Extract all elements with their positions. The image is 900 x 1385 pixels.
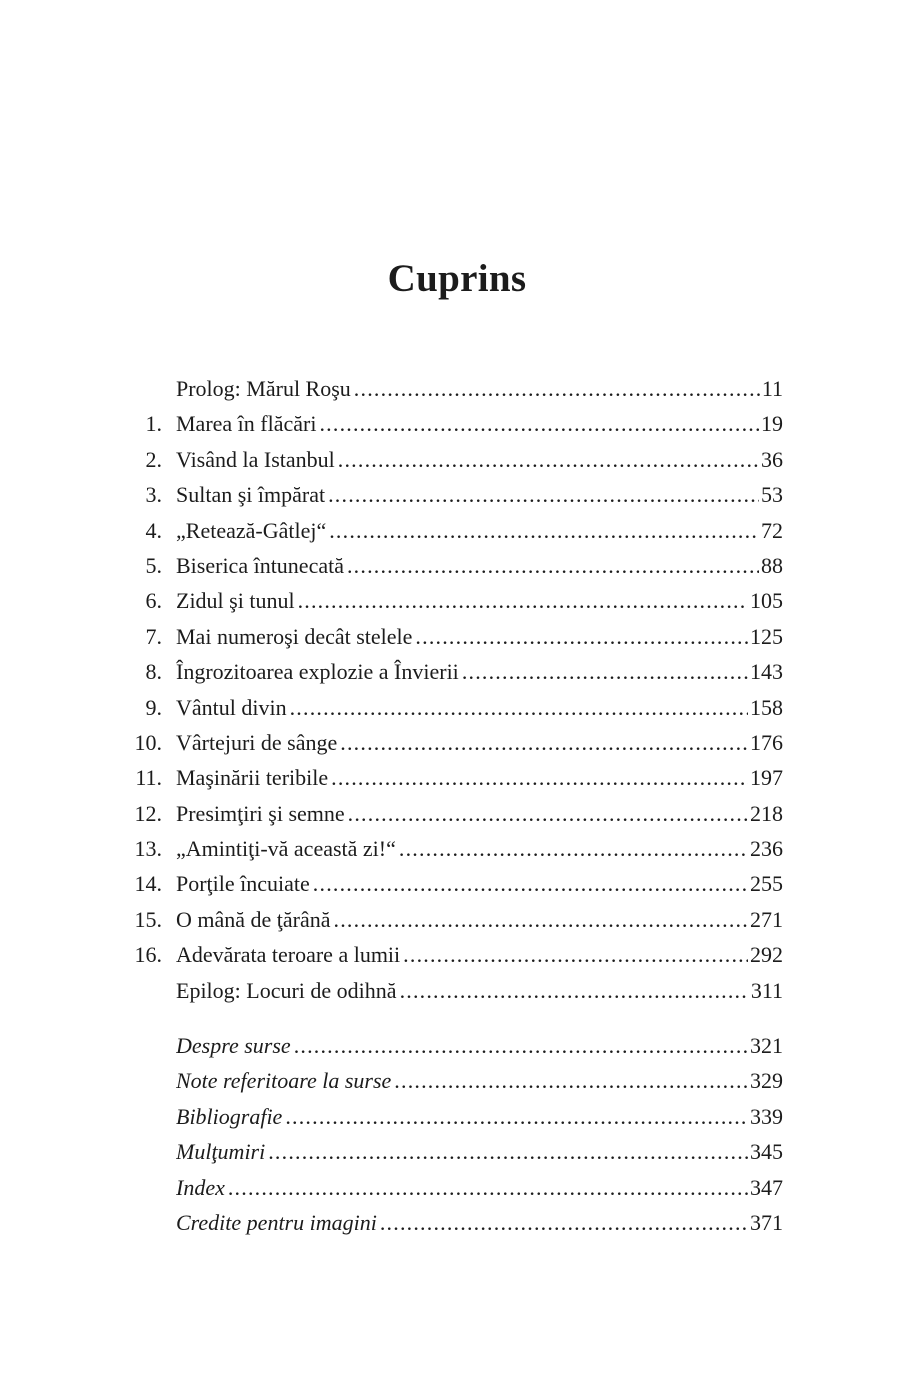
toc-entry [0,654,900,689]
chapter-number: 5. [145,552,162,578]
toc-entry [0,937,900,972]
dot-leader [313,866,748,901]
chapter-number: 8. [145,659,162,685]
page-number: 347 [750,1174,783,1200]
toc-back-entry [0,1028,900,1063]
toc-back-entry [0,1205,900,1240]
chapter-title: Adevărata teroare a lumii [176,942,401,968]
chapter-title: Presimţiri şi semne [176,800,345,826]
page-number: 158 [750,694,783,720]
dot-leader [334,902,748,937]
dot-leader [328,477,759,512]
page-number: 19 [761,411,783,437]
toc-entry [0,619,900,654]
page-number: 371 [750,1209,783,1235]
page-number: 36 [761,446,783,472]
dot-leader [354,371,760,406]
dot-leader [348,796,748,831]
toc-entry [0,513,900,548]
toc-entry [0,371,900,406]
dot-leader [340,725,748,760]
chapter-title: „Amintiţi-vă această zi!“ [176,836,396,862]
page-number: 105 [750,588,783,614]
chapter-title: Îngrozitoarea explozie a Învierii [176,659,459,685]
chapter-number: 2. [145,446,162,472]
toc-entry [0,866,900,901]
page-number: 53 [761,482,783,508]
toc-entry [0,583,900,618]
dot-leader [338,442,759,477]
table-of-contents [0,371,900,1240]
toc-entry [0,477,900,512]
page-number: 345 [750,1139,783,1165]
page-number: 311 [750,977,783,1003]
dot-leader [415,619,748,654]
chapter-number: 11. [135,765,162,791]
dot-leader [228,1170,748,1205]
back-matter-title: Index [176,1174,225,1200]
chapter-title: Porţile încuiate [176,871,310,897]
chapter-title: „Retează-Gâtlej“ [176,517,327,543]
dot-leader [294,1028,748,1063]
dot-leader [380,1205,748,1240]
chapter-title: Epilog: Locuri de odihnă [176,977,397,1003]
back-matter-title: Bibliografie [176,1103,283,1129]
chapter-title: Visând la Istanbul [176,446,335,472]
dot-leader [331,760,748,795]
page-number: 271 [750,906,783,932]
page-number: 339 [750,1103,783,1129]
toc-back-entry [0,1134,900,1169]
dot-leader [403,937,748,972]
dot-leader [347,548,759,583]
chapter-number: 4. [145,517,162,543]
toc-entry [0,831,900,866]
page-number: 176 [750,729,783,755]
toc-back-entry [0,1099,900,1134]
chapter-number: 13. [134,836,162,862]
dot-leader [268,1134,748,1169]
chapter-number: 1. [145,411,162,437]
chapter-title: Vântul divin [176,694,287,720]
chapter-number: 7. [145,623,162,649]
toc-entry [0,796,900,831]
dot-leader [394,1063,748,1098]
toc-entry [0,442,900,477]
chapter-title: O mână de ţărână [176,906,331,932]
dot-leader [285,1099,748,1134]
chapter-title: Mai numeroşi decât stelele [176,623,413,649]
dot-leader [290,690,748,725]
toc-entry [0,725,900,760]
back-matter-title: Credite pentru imagini [176,1209,377,1235]
page-number: 197 [750,765,783,791]
chapter-number: 10. [134,729,162,755]
back-matter-title: Mulţumiri [176,1139,266,1165]
chapter-number: 16. [134,942,162,968]
page-number: 125 [750,623,783,649]
dot-leader [399,831,748,866]
chapter-title: Prolog: Mărul Roşu [176,376,351,401]
dot-leader [319,406,759,441]
toc-back-entry [0,1170,900,1205]
chapter-title: Maşinării teribile [176,765,329,791]
dot-leader [329,513,759,548]
toc-entry [0,548,900,583]
section-spacer [0,1008,900,1028]
chapter-number: 14. [134,871,162,897]
chapter-number: 3. [145,482,162,508]
toc-entry [0,406,900,441]
toc-entry [0,902,900,937]
page-number: 329 [750,1068,783,1094]
page-number: 88 [761,552,783,578]
chapter-title: Zidul şi tunul [176,588,295,614]
chapter-title: Sultan şi împărat [176,482,326,508]
page-number: 11 [761,376,783,401]
page-number: 292 [750,942,783,968]
chapter-title: Biserica întunecată [176,552,344,578]
page-number: 143 [750,659,783,685]
chapter-title: Marea în flăcări [176,411,317,437]
dot-leader [298,583,748,618]
chapter-number: 12. [134,800,162,826]
chapter-number: 6. [145,588,162,614]
page-title: Cuprins [387,257,527,300]
toc-entry [0,760,900,795]
page-number: 72 [761,517,783,543]
toc-back-entry [0,1063,900,1098]
toc-entry [0,973,900,1008]
toc-entry [0,690,900,725]
chapter-title: Vârtejuri de sânge [176,729,338,755]
page-number: 321 [750,1033,783,1059]
page-number: 255 [750,871,783,897]
chapter-number: 15. [134,906,162,932]
back-matter-title: Despre surse [176,1033,291,1059]
dot-leader [400,973,749,1008]
back-matter-title: Note referitoare la surse [176,1068,392,1094]
chapter-number: 9. [145,694,162,720]
page-number: 236 [750,836,783,862]
page-number: 218 [750,800,783,826]
dot-leader [462,654,748,689]
